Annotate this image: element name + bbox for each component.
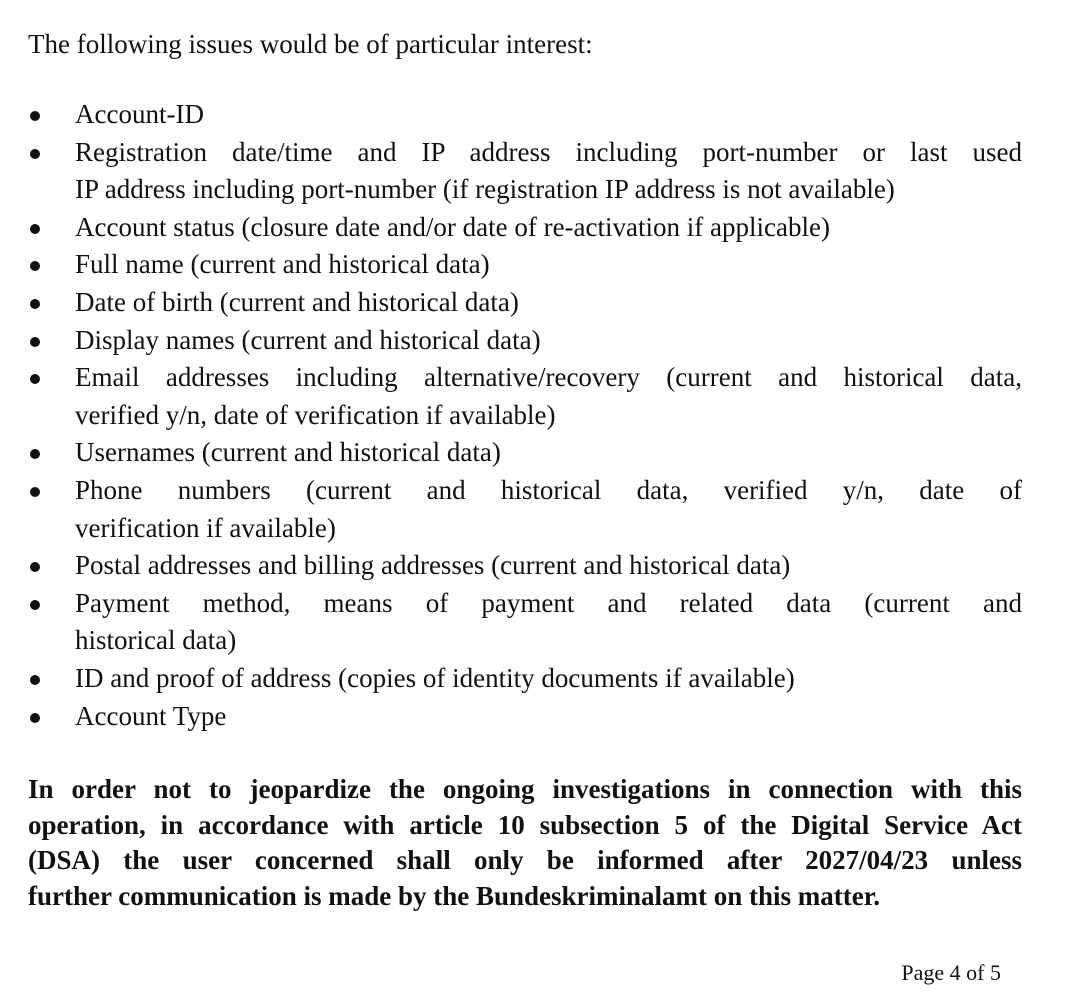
list-item-text: Usernames (current and historical data) (75, 437, 501, 468)
page-number: Page 4 of 5 (901, 960, 1001, 985)
list-item (28, 359, 1022, 434)
list-item-text: Full name (current and historical data) (75, 249, 490, 280)
bullet-icon (30, 487, 40, 497)
list-item-text: Postal addresses and billing addresses (current and historical data) (75, 550, 791, 581)
bullet-icon (30, 600, 40, 610)
bullet-icon (30, 299, 40, 309)
bullet-icon (30, 261, 40, 271)
list-item-text: historical data) (75, 625, 237, 656)
list-item-text: Display names (current and historical data) (75, 324, 541, 355)
bullet-icon (30, 713, 40, 723)
list-item (28, 246, 1022, 284)
list-item (28, 547, 1022, 585)
intro-text: The following issues would be of particular interest: (28, 29, 593, 59)
list-item-text: Account Type (75, 700, 227, 731)
confidentiality-notice (28, 772, 1022, 914)
list-item-text: Registration date/time and IP address including port-number or last used (75, 136, 1022, 167)
list-item-text: verified y/n, date of verification if available) (75, 399, 556, 430)
list-item (28, 284, 1022, 322)
list-item-text: Account status (closure date and/or date of re-activation if applicable) (75, 211, 830, 242)
list-item (28, 660, 1022, 698)
notice-line: (DSA) the user concerned shall only be informed after 2027/04/23 unless (28, 845, 1022, 875)
list-item (28, 96, 1022, 134)
list-item (28, 585, 1022, 660)
list-item (28, 434, 1022, 472)
list-item-text: Date of birth (current and historical data) (75, 286, 519, 317)
requested-data-list (28, 96, 1022, 735)
notice-line: In order not to jeopardize the ongoing investigations in connection with this (28, 774, 1022, 804)
list-item (28, 209, 1022, 247)
bullet-icon (30, 149, 40, 159)
list-item (28, 698, 1022, 736)
list-item (28, 134, 1022, 209)
bullet-icon (30, 562, 40, 572)
notice-line: further communication is made by the Bundeskriminalamt on this matter. (28, 880, 881, 911)
bullet-icon (30, 337, 40, 347)
list-item (28, 472, 1022, 547)
list-item-text: Email addresses including alternative/recovery (current and historical data, (75, 362, 1022, 393)
bullet-icon (30, 449, 40, 459)
list-item (28, 322, 1022, 360)
list-item-text: Payment method, means of payment and related data (current and (75, 587, 1022, 618)
list-item-text: Phone numbers (current and historical data, verified y/n, date of (75, 474, 1022, 505)
list-item-text: verification if available) (75, 512, 336, 543)
bullet-icon (30, 224, 40, 234)
bullet-icon (30, 374, 40, 384)
bullet-icon (30, 675, 40, 685)
notice-line: operation, in accordance with article 10 subsection 5 of the Digital Service Act (28, 809, 1022, 840)
list-item-text: Account-ID (75, 99, 204, 129)
list-item-text: IP address including port-number (if registration IP address is not available) (75, 174, 895, 205)
list-item-text: ID and proof of address (copies of identity documents if available) (75, 662, 795, 693)
bullet-icon (30, 111, 40, 121)
